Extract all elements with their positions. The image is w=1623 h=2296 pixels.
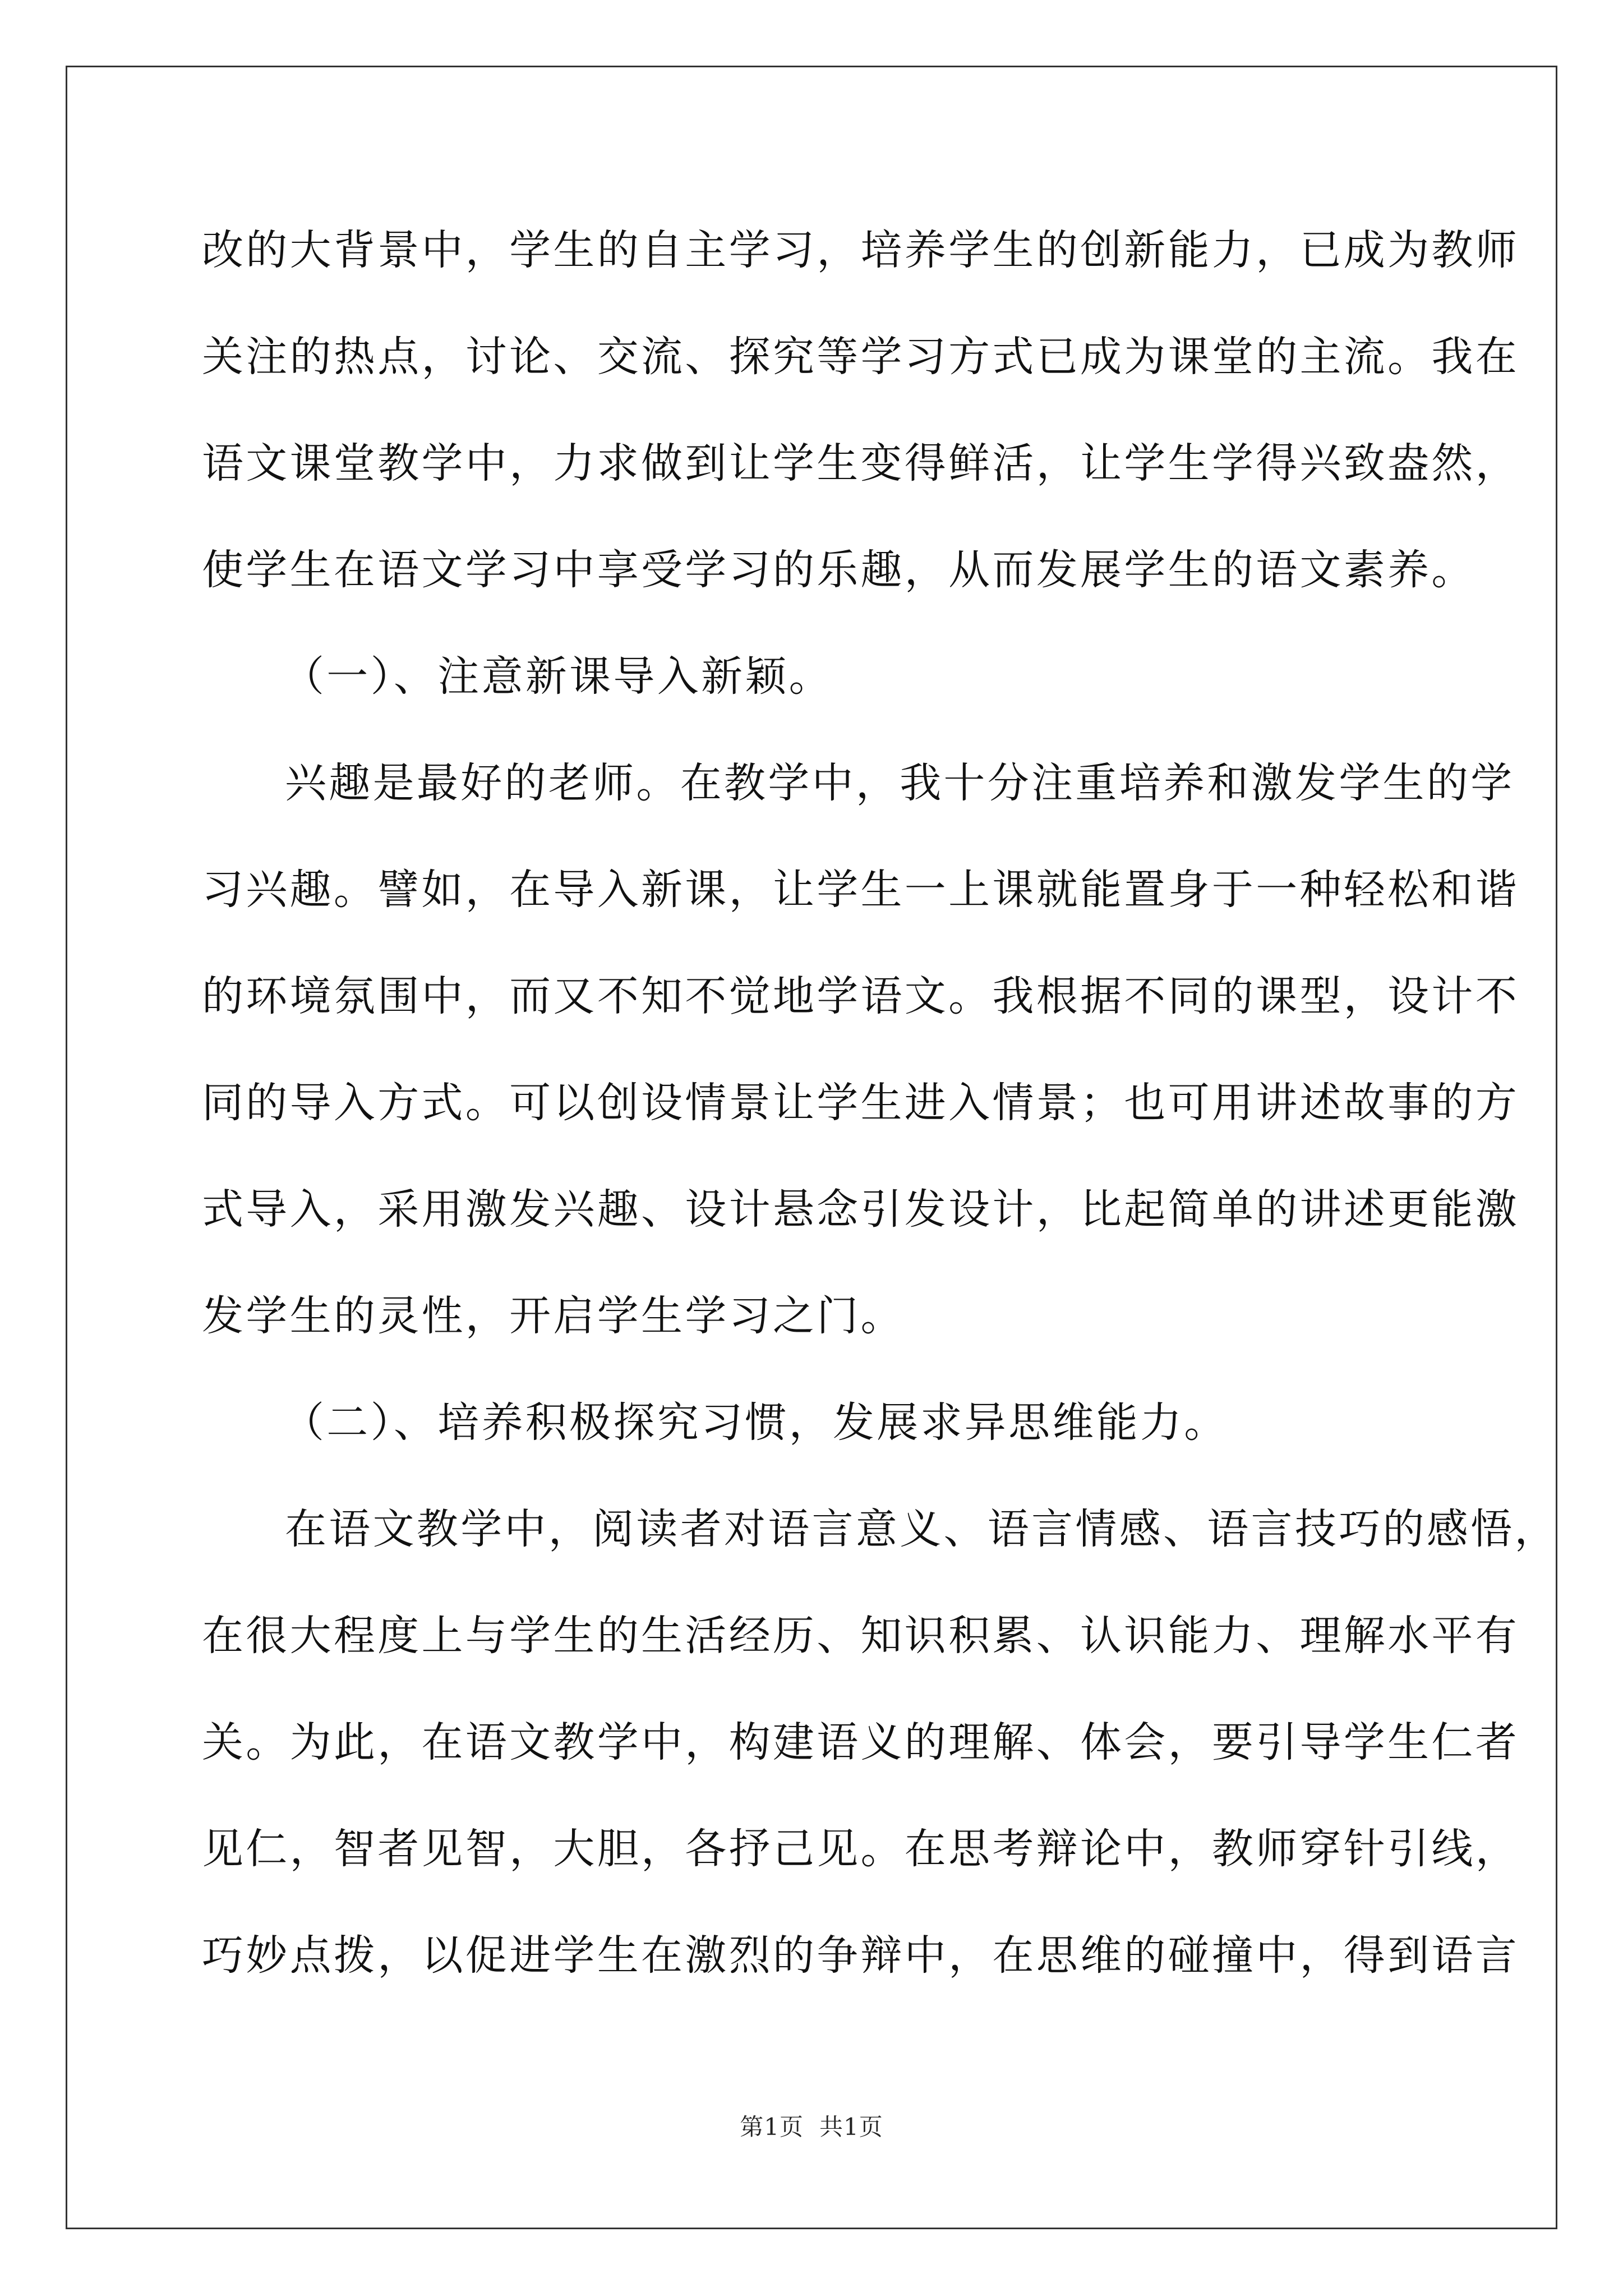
body-line: 关。为此，在语文教学中，构建语义的理解、体会，要引导学生仁者 [202,1718,1519,1766]
body-line: 改的大背景中，学生的自主学习，培养学生的创新能力，已成为教师 [202,226,1519,274]
page-footer [0,2113,1623,2141]
page-number: 第1页 [740,2113,804,2141]
body-line: 同的导入方式。可以创设情景让学生进入情景；也可用讲述故事的方 [202,1079,1519,1127]
body-line: 见仁，智者见智，大胆，各抒己见。在思考辩论中，教师穿针引线， [202,1825,1519,1873]
section-heading: （一）、注意新课导入新颖。 [283,652,833,701]
body-line: 在很大程度上与学生的生活经历、知识积累、认识能力、理解水平有 [202,1612,1519,1660]
body-line: 巧妙点拨，以促进学生在激烈的争辩中，在思维的碰撞中，得到语言 [202,1931,1519,1980]
page-border [66,66,1557,2229]
page-total: 共1页 [819,2113,883,2141]
body-line: 习兴趣。譬如，在导入新课，让学生一上课就能置身于一种轻松和谐 [202,866,1519,914]
body-line: 式导入，采用激发兴趣、设计悬念引发设计，比起简单的讲述更能激 [202,1185,1519,1234]
body-line: 兴趣是最好的老师。在教学中，我十分注重培养和激发学生的学 [285,759,1515,807]
body-line: 的环境氛围中，而又不知不觉地学语文。我根据不同的课型，设计不 [202,972,1519,1020]
body-line: 在语文教学中，阅读者对语言意义、语言情感、语言技巧的感悟， [285,1505,1559,1553]
body-line: 语文课堂教学中，力求做到让学生变得鲜活，让学生学得兴致盎然， [202,439,1519,487]
body-line: 关注的热点，讨论、交流、探究等学习方式已成为课堂的主流。我在 [202,333,1519,381]
section-heading: （二）、培养积极探究习惯，发展求异思维能力。 [283,1398,1228,1447]
body-line: 使学生在语文学习中享受学习的乐趣，从而发展学生的语文素养。 [202,546,1476,594]
body-line: 发学生的灵性，开启学生学习之门。 [202,1292,905,1340]
